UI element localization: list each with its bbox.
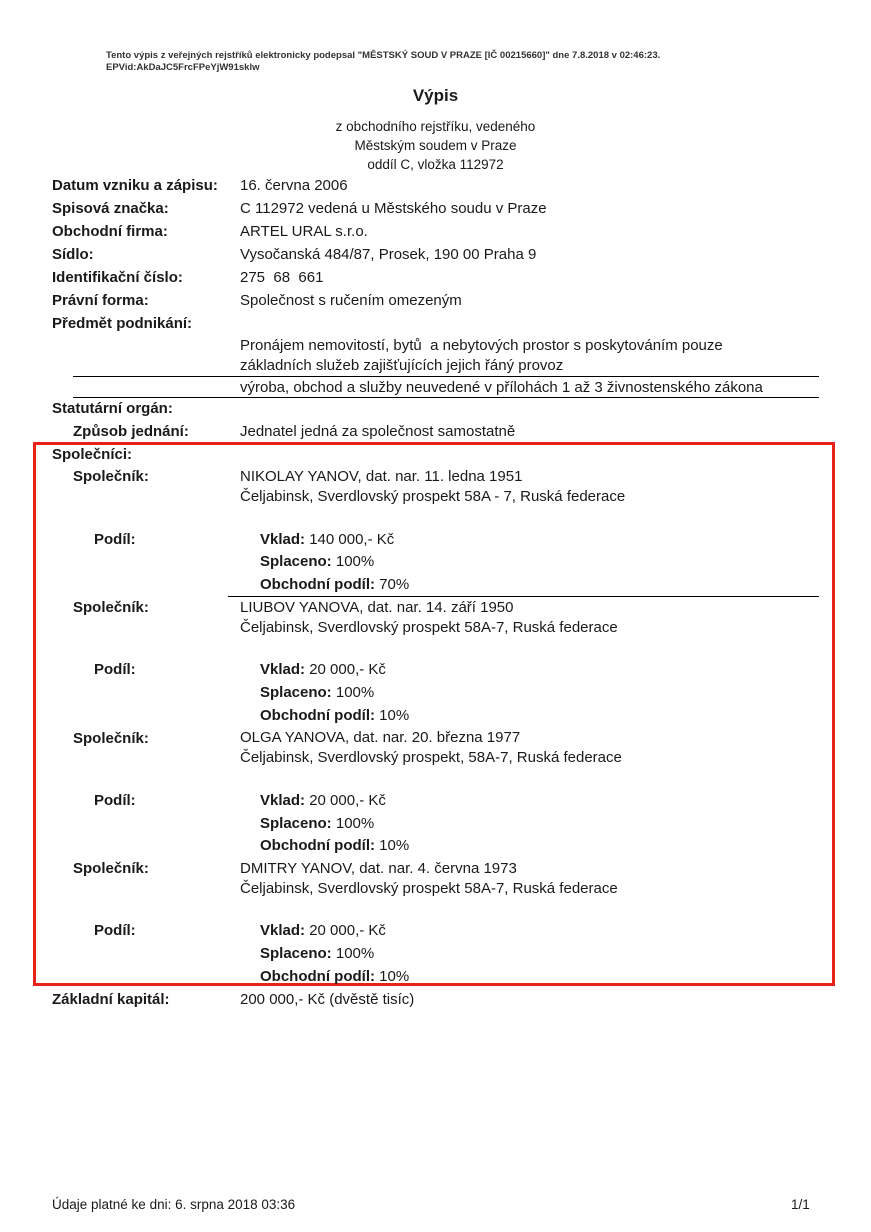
forma-label: Právní forma: bbox=[52, 292, 149, 309]
partner-label: Společník: bbox=[73, 730, 149, 747]
vklad-value: 20 000,- Kč bbox=[309, 922, 386, 939]
splaceno-value: 100% bbox=[335, 553, 375, 570]
splaceno-value: 100% bbox=[335, 945, 375, 962]
partner-label: Společník: bbox=[73, 599, 149, 616]
document-title: Výpis bbox=[412, 86, 459, 105]
predmet-label: Předmět podnikání: bbox=[52, 315, 193, 332]
firma-value: ARTEL URAL s.r.o. bbox=[240, 223, 368, 240]
splaceno-value: 100% bbox=[335, 684, 375, 701]
kapital-label: Základní kapitál: bbox=[52, 991, 170, 1008]
splaceno-value: 100% bbox=[335, 815, 375, 832]
spolecnici-label: Společníci: bbox=[52, 446, 133, 463]
podil-label: Podíl: bbox=[94, 792, 136, 809]
subtitle-line-2: Městským soudem v Praze bbox=[354, 138, 517, 153]
obchodni-podil-label: Obchodní podíl: bbox=[260, 968, 375, 985]
vklad-label: Vklad: bbox=[260, 792, 306, 809]
partner-name: OLGA YANOVA, dat. nar. 20. března 1977 bbox=[240, 729, 521, 746]
obchodni-podil-label: Obchodní podíl: bbox=[260, 707, 375, 724]
sidlo-label: Sídlo: bbox=[52, 246, 94, 263]
vklad-value: 140 000,- Kč bbox=[309, 531, 395, 548]
partner-name: DMITRY YANOV, dat. nar. 4. června 1973 bbox=[240, 860, 517, 877]
ico-label: Identifikační číslo: bbox=[52, 269, 183, 286]
obchodni-podil-value: 70% bbox=[379, 576, 410, 593]
partner-name: LIUBOV YANOVA, dat. nar. 14. září 1950 bbox=[240, 599, 514, 616]
partner-name: NIKOLAY YANOV, dat. nar. 11. ledna 1951 bbox=[240, 468, 523, 485]
obchodni-podil-value: 10% bbox=[379, 837, 410, 854]
divider bbox=[228, 596, 819, 597]
statutarni-label: Statutární orgán: bbox=[52, 400, 173, 417]
page-number: 1/1 bbox=[791, 1197, 810, 1212]
vklad-label: Vklad: bbox=[260, 531, 306, 548]
partner-address: Čeljabinsk, Sverdlovský prospekt 58A - 7, Ruská federace bbox=[240, 488, 626, 505]
zpusob-label: Způsob jednání: bbox=[73, 423, 189, 440]
obchodni-podil-label: Obchodní podíl: bbox=[260, 576, 375, 593]
vklad-value: 20 000,- Kč bbox=[309, 792, 386, 809]
obchodni-podil-value: 10% bbox=[379, 968, 410, 985]
subtitle-line-1: z obchodního rejstříku, vedeného bbox=[335, 119, 536, 134]
obchodni-podil-value: 10% bbox=[379, 707, 410, 724]
spisova-label: Spisová značka: bbox=[52, 200, 169, 217]
splaceno-label: Splaceno: bbox=[260, 553, 332, 570]
podil-label: Podíl: bbox=[94, 922, 136, 939]
obchodni-podil-label: Obchodní podíl: bbox=[260, 837, 375, 854]
partner-label: Společník: bbox=[73, 860, 149, 877]
firma-label: Obchodní firma: bbox=[52, 223, 168, 240]
highlight-box bbox=[33, 442, 835, 986]
predmet-item-2: výroba, obchod a služby neuvedené v přílohách 1 až 3 živnostenského zákona bbox=[240, 379, 763, 396]
predmet-item-1a: Pronájem nemovitostí, bytů a nebytových prostor s poskytováním pouze bbox=[240, 337, 723, 354]
predmet-item-1b: základních služeb zajišťujících jejich řáný provoz bbox=[240, 357, 564, 374]
vklad-label: Vklad: bbox=[260, 661, 306, 678]
vklad-label: Vklad: bbox=[260, 922, 306, 939]
datum-value: 16. června 2006 bbox=[240, 177, 348, 194]
podil-label: Podíl: bbox=[94, 661, 136, 678]
vklad-value: 20 000,- Kč bbox=[309, 661, 386, 678]
ico-value: 275 68 661 bbox=[240, 269, 324, 286]
splaceno-label: Splaceno: bbox=[260, 815, 332, 832]
divider bbox=[73, 376, 819, 377]
zpusob-value: Jednatel jedná za společnost samostatně bbox=[240, 423, 516, 440]
splaceno-label: Splaceno: bbox=[260, 684, 332, 701]
datum-label: Datum vzniku a zápisu: bbox=[52, 177, 218, 194]
partner-address: Čeljabinsk, Sverdlovský prospekt, 58A-7, Ruská federace bbox=[240, 749, 622, 766]
footer-validity: Údaje platné ke dni: 6. srpna 2018 03:36 bbox=[52, 1197, 296, 1212]
partner-label: Společník: bbox=[73, 468, 149, 485]
signature-epvid: EPVid:AkDaJC5FrcFPeYjW91sklw bbox=[106, 62, 260, 73]
partner-address: Čeljabinsk, Sverdlovský prospekt 58A-7, Ruská federace bbox=[240, 880, 618, 897]
partner-address: Čeljabinsk, Sverdlovský prospekt 58A-7, Ruská federace bbox=[240, 619, 618, 636]
subtitle-line-3: oddíl C, vložka 112972 bbox=[367, 157, 504, 172]
spisova-value: C 112972 vedená u Městského soudu v Praze bbox=[240, 200, 547, 217]
sidlo-value: Vysočanská 484/87, Prosek, 190 00 Praha 9 bbox=[240, 246, 537, 263]
divider bbox=[73, 397, 819, 398]
forma-value: Společnost s ručením omezeným bbox=[240, 292, 462, 309]
splaceno-label: Splaceno: bbox=[260, 945, 332, 962]
podil-label: Podíl: bbox=[94, 531, 136, 548]
signature-line: Tento výpis z veřejných rejstříků elektronicky podepsal "MĚSTSKÝ SOUD V PRAZE [IČ 00215660]" dne 7.8.2018 v 02:46:23. bbox=[106, 50, 661, 61]
kapital-value: 200 000,- Kč (dvěstě tisíc) bbox=[240, 991, 415, 1008]
